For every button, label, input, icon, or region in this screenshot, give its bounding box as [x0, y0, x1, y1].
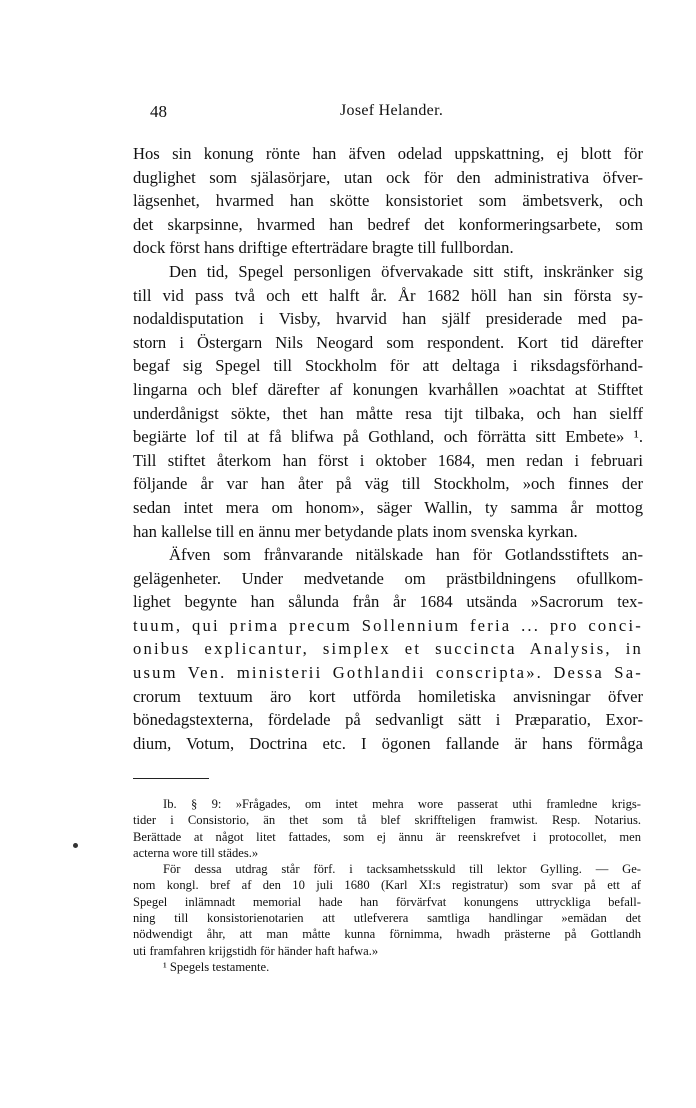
text-line: lingarna och blef därefter af konungen kvarhållen »oachtat at Stifftet: [133, 379, 643, 399]
text-line: begiärte lof til at få blifwa på Gothland, och förrätta sitt Embete» ¹.: [133, 427, 643, 447]
text-line: till vid pass två och ett halft år. År 1682 höll han sin första sy-: [133, 285, 643, 305]
text-line: han kallelse till en ännu mer betydande plats inom svenska kyrkan.: [133, 521, 578, 541]
text-line: nodaldisputation i Visby, hvarvid han själf presiderade med pa-: [133, 309, 643, 329]
page-header: [0, 102, 696, 126]
text-line: Den tid, Spegel personligen öfvervakade sitt stift, inskränker sig: [169, 261, 643, 281]
text-line: crorum textuum äro kort utförda homiletiska anvisningar öfver: [133, 686, 643, 706]
running-title: Josef Helander.: [340, 102, 444, 119]
text-line: storn i Östergarn Nils Neogard som respondent. Kort tid därefter: [133, 332, 643, 352]
footnote-line: Berättade at något litet fattades, som ej ännu är reenskrefvet i protocollet, men: [133, 829, 641, 844]
text-line: duglighet som själasörjare, utan ock för den administrativa öfver-: [133, 167, 643, 187]
text-line: bönedagstexterna, fördelade på sedvanligt sätt i Præparatio, Exor-: [133, 710, 643, 730]
body-text: [133, 142, 643, 755]
text-line: det skarpsinne, hvarmed han bedref det konformeringsarbete, som: [133, 214, 643, 234]
footnote-line: För dessa utdrag står förf. i tacksamhetsskuld till lektor Gylling. — Ge-: [163, 862, 641, 877]
text-line: gelägenheter. Under medvetande om prästbildningens ofullkom-: [133, 568, 643, 588]
text-line: onibus explicantur, simplex et succincta Analysis, in: [133, 639, 643, 659]
text-line: lighet begynte han sålunda från år 1684 utsända »Sacrorum tex-: [133, 592, 643, 612]
footnote-line: Spegel inlämnadt memorial hade han förvärfvat konungens uttryckliga befall-: [133, 894, 641, 909]
footnote-line: tider i Consistorio, än thet som tå blef skriffteligen framwist. Resp. Notarius.: [133, 813, 641, 828]
footnote-line: ¹ Spegels testamente.: [163, 959, 270, 974]
text-line: Hos sin konung rönte han äfven odelad uppskattning, ej blott för: [133, 144, 643, 163]
text-line: tuum, qui prima precum Sollennium feria ... pro conci-: [133, 615, 643, 635]
footnote-line: acterna wore till städes.»: [133, 845, 259, 860]
text-line: följande år var han åter på väg till Stockholm, »och finnes der: [133, 474, 643, 494]
text-line: Äfven som frånvarande nitälskade han för Gotlandsstiftets an-: [169, 545, 643, 565]
text-line: dock först hans driftige efterträdare bragte till fullbordan.: [133, 238, 514, 258]
page-number: 48: [150, 102, 167, 121]
footnote-line: Ib. § 9: »Frågades, om intet mehra wore passerat uthi framledne krigs-: [163, 797, 641, 811]
footnote-line: uti framfahren krijgstidh för händer haft hafwa.»: [133, 943, 379, 958]
margin-mark: [73, 843, 78, 848]
text-line: lägsenhet, hvarmed han skötte konsistoriet som ämbetsverk, och: [133, 191, 643, 211]
footnote-line: nom kongl. bref af den 10 juli 1680 (Karl XI:s registratur) som svar på ett af: [133, 878, 641, 893]
text-line: underdånigst sökte, thet han måtte resa tijt tilbaka, och han sielff: [133, 403, 643, 423]
text-line: sedan intet mera om honom», säger Wallin, ty samma år mottog: [133, 497, 643, 517]
text-line: dium, Votum, Doctrina etc. I ögonen fallande är hans förmåga: [133, 733, 643, 753]
text-line: begaf sig Spegel till Stockholm för att deltaga i riksdagsförhand-: [133, 356, 643, 376]
text-line: Till stiftet återkom han först i oktober 1684, men redan i februari: [133, 450, 643, 470]
footnote-line: nödwendigt åhr, att man måtte kunna förnimma, hwadh prästerne på Gottlandh: [133, 927, 641, 942]
footnote-rule: [133, 778, 209, 779]
footnote-line: ning till konsistorienotarien att utlefverera samtliga handlingar »emädan det: [133, 911, 641, 926]
footnotes: [133, 796, 641, 975]
text-line: usum Ven. ministerii Gothlandii conscripta». Dessa Sa-: [133, 663, 643, 683]
